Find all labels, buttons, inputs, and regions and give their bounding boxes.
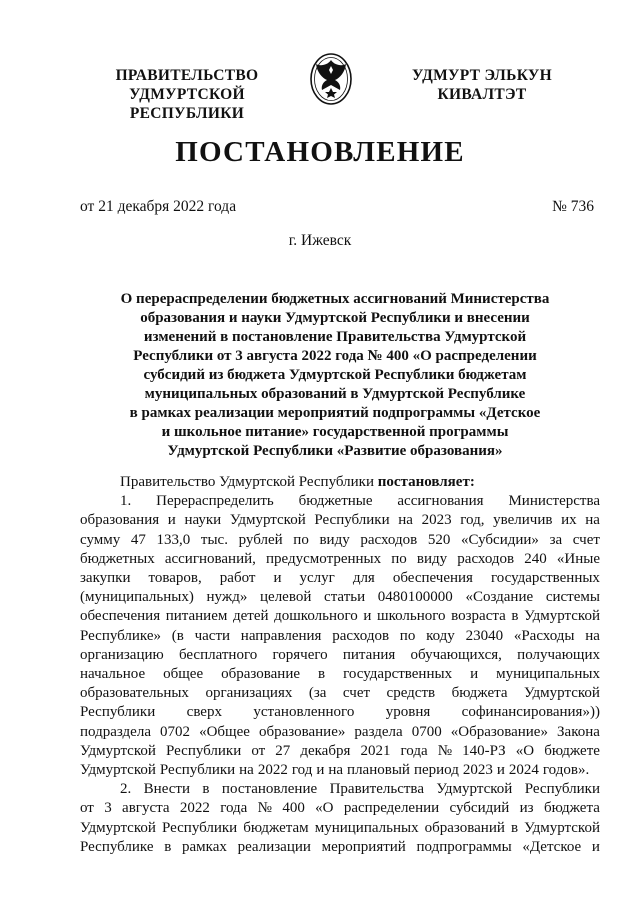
word: 0702 [160, 723, 191, 740]
word: по [399, 627, 416, 644]
word: и [167, 512, 176, 529]
word: рублей [238, 531, 283, 548]
word: «Образование» [450, 723, 548, 740]
word: «О [315, 800, 334, 817]
word: средств [386, 685, 436, 702]
subject-line: изменений в постановление Правительства Удмуртской [143, 329, 527, 345]
word: 2. [120, 781, 132, 798]
word: года [400, 742, 428, 759]
word: в [318, 666, 326, 683]
word: от [80, 800, 94, 817]
word: питания [342, 646, 396, 663]
word: образование [221, 666, 301, 683]
word: Республики [314, 512, 390, 529]
word: № [437, 742, 453, 759]
word: из [519, 800, 534, 817]
word: Министерства [508, 493, 600, 510]
word: направления [240, 627, 322, 644]
word: № [257, 800, 272, 817]
word: целевой [260, 589, 312, 606]
document-city: г. Ижевск [288, 232, 352, 249]
paragraph-line [80, 723, 600, 742]
word: Республике [80, 838, 154, 855]
word: расходов [360, 531, 418, 548]
word: бюджетных [80, 550, 155, 567]
word: 140-РЗ [462, 742, 506, 759]
word: работ [219, 570, 256, 587]
word: образования [80, 512, 160, 529]
word: на [585, 512, 600, 529]
paragraph-line [80, 511, 600, 530]
subject-line: в рамках реализации мероприятий подпрограммы «Детское [129, 405, 541, 421]
word: 27 [275, 742, 291, 759]
word: (муниципальных) [80, 589, 194, 606]
document-body [80, 473, 600, 857]
word: Республики [524, 781, 600, 798]
word: муниципальных [496, 666, 600, 683]
word: Перераспределить [156, 493, 274, 510]
paragraph-line [80, 799, 600, 818]
word: обеспечения [392, 570, 473, 587]
document-title: ПОСТАНОВЛЕНИЕ [175, 136, 465, 168]
paragraph-line [80, 742, 600, 761]
word: расходов [332, 627, 390, 644]
paragraph-line [80, 588, 600, 607]
word: в [511, 608, 519, 625]
word: «О [515, 742, 535, 759]
word: их [561, 512, 577, 529]
word: 0480100000 [377, 589, 453, 606]
word: дошкольного [274, 608, 358, 625]
word: организацию [80, 646, 164, 663]
word: Удмуртской [80, 742, 156, 759]
word: «Субсидии» [460, 531, 539, 548]
paragraph-2 [80, 780, 600, 857]
paragraph-line [80, 627, 600, 646]
word: Республики [159, 762, 236, 779]
paragraph-line [80, 780, 600, 799]
word: распределении [343, 800, 440, 817]
word: бесплатного [178, 646, 258, 663]
word: и [273, 570, 282, 587]
word: «Создание [465, 589, 534, 606]
word: начальное [80, 666, 146, 683]
word: раздела [354, 723, 403, 740]
paragraph-line [80, 838, 600, 857]
word: Удмуртской [80, 819, 156, 836]
word: уровня [385, 704, 431, 721]
word: горячего [272, 646, 328, 663]
word: за [549, 531, 563, 548]
word: предусмотренных [266, 550, 382, 567]
word: (в [171, 627, 184, 644]
word: общее [163, 666, 204, 683]
word: 2022 [257, 762, 288, 779]
word: школьного [377, 608, 446, 625]
word: «Иные [556, 550, 600, 567]
subject-line: субсидий из бюджета Удмуртской Республики бюджетам [143, 367, 527, 383]
document-number: № 736 [552, 198, 594, 215]
word: для [352, 570, 375, 587]
word: подраздела [80, 723, 151, 740]
word: Удмуртской [524, 608, 600, 625]
word: увеличив [493, 512, 553, 529]
word: по [391, 550, 407, 567]
word: 23040 [465, 627, 504, 644]
word: 2021 [360, 742, 391, 759]
paragraph-line [80, 684, 600, 703]
word: муниципальных [314, 819, 419, 836]
word: 240 [524, 550, 547, 567]
word: установленного [253, 704, 355, 721]
word: постановление [221, 781, 318, 798]
word: период [413, 762, 459, 779]
word: бюджета [451, 685, 508, 702]
word: (за [308, 685, 327, 702]
paragraph-line [80, 646, 600, 665]
word: подпрограммы [416, 838, 512, 855]
word: в [202, 781, 210, 798]
word: сумму [80, 531, 121, 548]
document-subject [100, 290, 570, 461]
word: на [328, 762, 344, 779]
word: 3 [104, 800, 112, 817]
word: статьи [324, 589, 366, 606]
word: организациях [205, 685, 293, 702]
word: Удмуртской [80, 762, 156, 779]
subject-line: и школьное питание» государственной программы [161, 424, 509, 440]
word: годов». [542, 762, 590, 779]
word: Республики [161, 819, 238, 836]
word: бюджета [543, 800, 600, 817]
header-right [392, 66, 572, 104]
word: рамках [182, 838, 227, 855]
word: Удмуртской [436, 781, 513, 798]
word: бюджете [544, 742, 600, 759]
paragraph-line [80, 531, 600, 550]
word: образование» [258, 723, 346, 740]
document-date: от 21 декабря 2022 года [80, 198, 237, 215]
word: счет [342, 685, 371, 702]
word: тыс. [200, 531, 228, 548]
preamble [80, 473, 600, 492]
word: виду [319, 531, 350, 548]
word: субсидий [449, 800, 510, 817]
subject-line: образования и науки Удмуртской Республики и внесении [140, 310, 530, 326]
word: декабря [300, 742, 351, 759]
header-right-line: УДМУРТ ЭЛЬКУН [412, 67, 552, 84]
header-left-line: ПРАВИТЕЛЬСТВО [115, 67, 259, 84]
word: счет [572, 531, 600, 548]
word: 2023 [421, 512, 452, 529]
subject-line: муниципальных образований в Удмуртской Республике [144, 386, 526, 402]
word: расходов [457, 550, 515, 567]
word: 2023 [462, 762, 493, 779]
word: получающих [517, 646, 600, 663]
udmurt-coat-of-arms-icon [309, 52, 353, 106]
word: 2024 [508, 762, 539, 779]
word: в [510, 819, 519, 836]
paragraph-line [80, 492, 600, 511]
subject-line: Республики от 3 августа 2022 года № 400 «О распределении [133, 348, 537, 364]
preamble-text: Правительство Удмуртской Республики [120, 474, 378, 490]
paragraph-line [80, 607, 600, 626]
word: 47 [130, 531, 146, 548]
word: ассигнований, [164, 550, 256, 567]
word: 400 [282, 800, 305, 817]
word: товаров, [148, 570, 202, 587]
word: «Общее [199, 723, 250, 740]
word: государственных [490, 570, 600, 587]
word: Удмуртской [524, 819, 600, 836]
word: бюджетные [298, 493, 373, 510]
word: 1. [120, 493, 132, 510]
word: софинансирования»)) [461, 704, 600, 721]
word: бюджетам [243, 819, 309, 836]
word: год, [460, 512, 485, 529]
paragraph-line [80, 550, 600, 569]
word: закупки [80, 570, 131, 587]
word: на [585, 627, 600, 644]
word: науки [184, 512, 222, 529]
word: «Детское [522, 838, 582, 855]
word: и [316, 762, 325, 779]
word: коду [426, 627, 455, 644]
word: 520 [427, 531, 451, 548]
word: на [398, 512, 413, 529]
word: обеспечения [80, 608, 161, 625]
word: ассигнования [397, 493, 484, 510]
word: Внести [143, 781, 190, 798]
word: образований [424, 819, 505, 836]
word: августа [122, 800, 170, 817]
word: «Расходы [513, 627, 575, 644]
word: на [239, 762, 254, 779]
word: мероприятий [321, 838, 406, 855]
word: год [291, 762, 313, 779]
word: и [470, 666, 479, 683]
word: Правительства [329, 781, 424, 798]
subject-line: Удмуртской Республики «Развитие образования» [167, 443, 503, 459]
preamble-bold: постановляет: [377, 474, 475, 490]
word: и [591, 838, 600, 855]
word: от [251, 742, 266, 759]
paragraph-line [80, 703, 600, 722]
word: Республики [165, 742, 242, 759]
word: виду [416, 550, 448, 567]
word: 133,0 [156, 531, 191, 548]
paragraph-line [80, 761, 600, 780]
word: возраста [451, 608, 506, 625]
word: и [496, 762, 505, 779]
paragraph-line [80, 665, 600, 684]
word: и [363, 608, 372, 625]
word: части [194, 627, 231, 644]
word: реализации [237, 838, 311, 855]
word: системы [545, 589, 600, 606]
subject-line: О перераспределении бюджетных ассигнований Министерства [120, 291, 550, 307]
word: 2022 [179, 800, 210, 817]
word: нужд» [206, 589, 248, 606]
word: в [164, 838, 172, 855]
word: Республике» [80, 627, 162, 644]
word: Удмуртской [229, 512, 306, 529]
word: детей [232, 608, 269, 625]
header-right-line: КИВАЛТЭТ [437, 86, 527, 103]
header-left [72, 66, 302, 123]
word: 0700 [411, 723, 442, 740]
word: года [220, 800, 248, 817]
paragraph-line [80, 569, 600, 588]
word: Закона [557, 723, 600, 740]
word: образовательных [80, 685, 189, 702]
word: питанием [165, 608, 228, 625]
paragraph-1 [80, 492, 600, 780]
header-left-line: УДМУРТСКОЙ РЕСПУБЛИКИ [129, 86, 245, 122]
word: сверх [186, 704, 222, 721]
word: по [293, 531, 309, 548]
word: услуг [299, 570, 335, 587]
word: Удмуртской [524, 685, 600, 702]
paragraph-line [80, 819, 600, 838]
word: Республики [80, 704, 156, 721]
word: плановый [347, 762, 410, 779]
word: государственных [343, 666, 453, 683]
word: обучающихся, [410, 646, 502, 663]
